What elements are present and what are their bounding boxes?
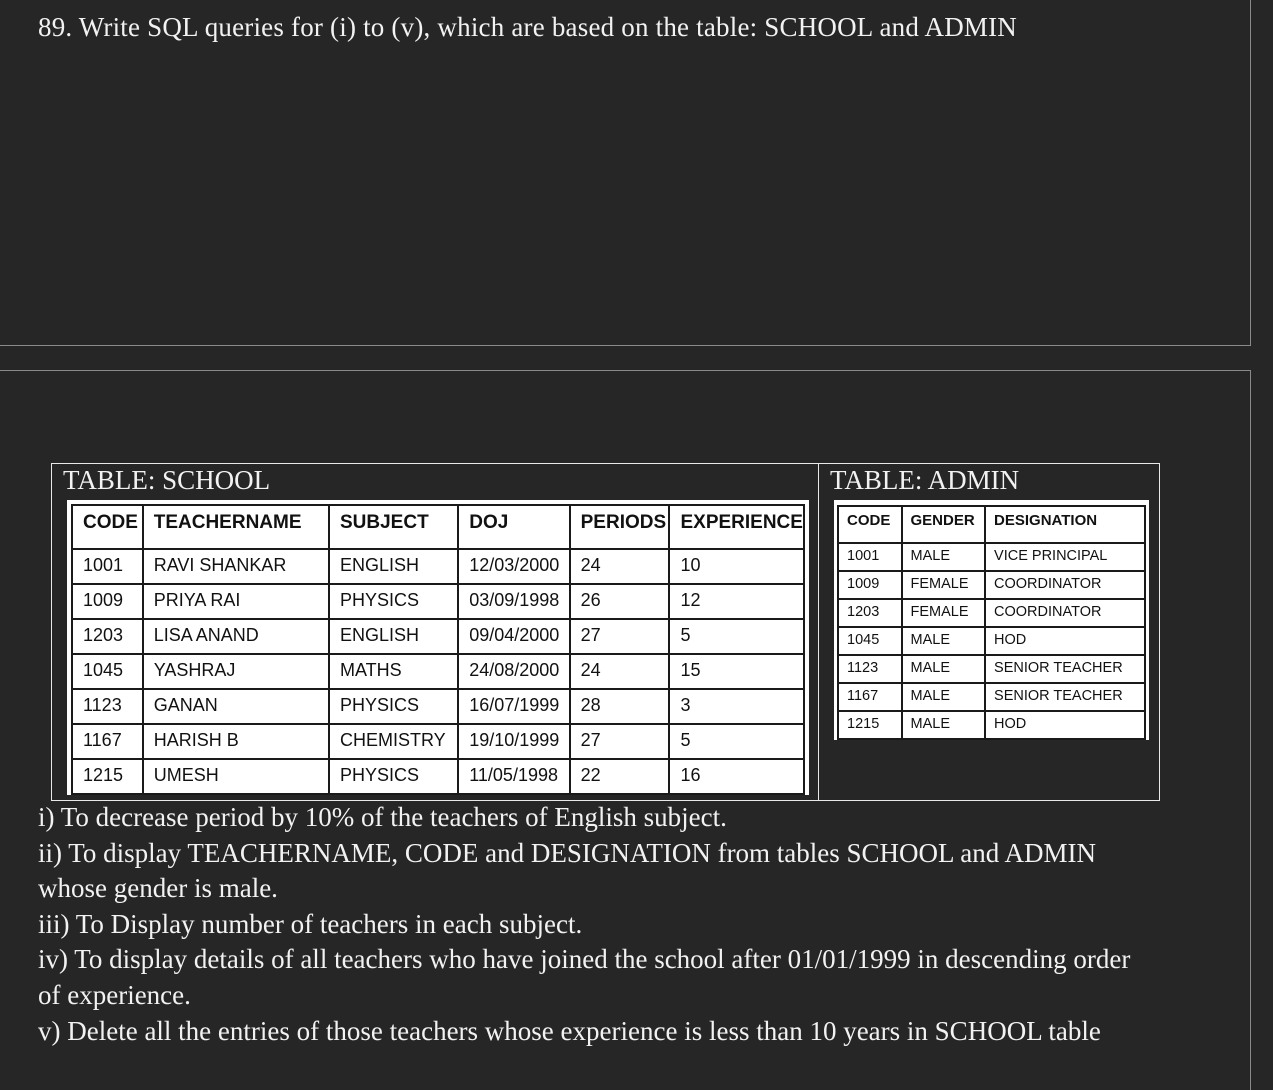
cell-subject: PHYSICS [329, 689, 458, 724]
cell-periods: 28 [570, 689, 670, 724]
cell-gender: MALE [902, 711, 986, 739]
cell-code: 1215 [838, 711, 902, 739]
cell-code: 1215 [72, 759, 143, 794]
table-row [72, 584, 804, 619]
cell-periods: 22 [570, 759, 670, 794]
cell-designation: VICE PRINCIPAL [985, 543, 1145, 571]
table-row [838, 571, 1145, 599]
table-row [838, 683, 1145, 711]
cell-designation: COORDINATOR [985, 599, 1145, 627]
column-header-code: CODE [72, 505, 143, 549]
question-panel [0, 0, 1251, 346]
cell-gender: MALE [902, 655, 986, 683]
cell-teachername: YASHRAJ [143, 654, 329, 689]
column-header-teachername: TEACHERNAME [143, 505, 329, 549]
cell-designation: SENIOR TEACHER [985, 655, 1145, 683]
cell-code: 1045 [838, 627, 902, 655]
column-header-designation: DESIGNATION [985, 506, 1145, 543]
sub-question-iii: iii) To Display number of teachers in each subject. [38, 908, 583, 939]
school-table-caption: TABLE: SCHOOL [63, 465, 271, 495]
cell-periods: 27 [570, 619, 670, 654]
column-header-subject: SUBJECT [329, 505, 458, 549]
cell-designation: COORDINATOR [985, 571, 1145, 599]
sub-question-ii: ii) To display TEACHERNAME, CODE and DESIGNATION from tables SCHOOL and ADMIN whose gender is male. [38, 837, 1097, 904]
tables-divider [818, 463, 819, 801]
sub-questions-list [38, 800, 1158, 1049]
cell-code: 1167 [838, 683, 902, 711]
table-header-row [72, 505, 804, 549]
cell-experience: 12 [669, 584, 804, 619]
table-row [838, 627, 1145, 655]
cell-subject: PHYSICS [329, 584, 458, 619]
cell-experience: 3 [669, 689, 804, 724]
cell-teachername: HARISH B [143, 724, 329, 759]
table-row [838, 655, 1145, 683]
cell-teachername: LISA ANAND [143, 619, 329, 654]
cell-code: 1123 [72, 689, 143, 724]
table-row [72, 619, 804, 654]
column-header-doj: DOJ [458, 505, 569, 549]
question-title: 89. Write SQL queries for (i) to (v), which are based on the table: SCHOOL and ADMIN [38, 12, 1017, 42]
cell-designation: HOD [985, 711, 1145, 739]
cell-experience: 10 [669, 549, 804, 584]
cell-doj: 03/09/1998 [458, 584, 569, 619]
cell-code: 1009 [838, 571, 902, 599]
column-header-code: CODE [838, 506, 902, 543]
cell-doj: 11/05/1998 [458, 759, 569, 794]
admin-table [837, 505, 1146, 740]
school-table-image [67, 500, 809, 795]
cell-code: 1203 [72, 619, 143, 654]
table-row [72, 549, 804, 584]
sub-question-iv: iv) To display details of all teachers who have joined the school after 01/01/1999 in descending order of experience. [38, 944, 1131, 1010]
column-header-gender: GENDER [902, 506, 986, 543]
cell-gender: MALE [902, 627, 986, 655]
cell-subject: ENGLISH [329, 549, 458, 584]
sub-question-v: v) Delete all the entries of those teachers whose experience is less than 10 years in SCHOOL table [38, 1015, 1101, 1046]
cell-doj: 16/07/1999 [458, 689, 569, 724]
cell-doj: 19/10/1999 [458, 724, 569, 759]
table-row [72, 654, 804, 689]
cell-doj: 09/04/2000 [458, 619, 569, 654]
cell-code: 1045 [72, 654, 143, 689]
cell-periods: 24 [570, 549, 670, 584]
cell-experience: 5 [669, 724, 804, 759]
cell-gender: MALE [902, 683, 986, 711]
table-row [838, 711, 1145, 739]
school-table [71, 504, 805, 795]
cell-teachername: GANAN [143, 689, 329, 724]
table-row [72, 724, 804, 759]
table-row [72, 689, 804, 724]
cell-code: 1123 [838, 655, 902, 683]
cell-subject: MATHS [329, 654, 458, 689]
cell-experience: 5 [669, 619, 804, 654]
cell-code: 1009 [72, 584, 143, 619]
cell-designation: HOD [985, 627, 1145, 655]
table-row [72, 759, 804, 794]
cell-code: 1001 [72, 549, 143, 584]
cell-experience: 16 [669, 759, 804, 794]
cell-teachername: UMESH [143, 759, 329, 794]
cell-subject: CHEMISTRY [329, 724, 458, 759]
cell-experience: 15 [669, 654, 804, 689]
cell-gender: MALE [902, 543, 986, 571]
cell-gender: FEMALE [902, 599, 986, 627]
cell-code: 1203 [838, 599, 902, 627]
sub-question-i: i) To decrease period by 10% of the teachers of English subject. [38, 802, 727, 832]
cell-doj: 12/03/2000 [458, 549, 569, 584]
cell-subject: PHYSICS [329, 759, 458, 794]
table-row [838, 599, 1145, 627]
admin-table-image [834, 500, 1149, 740]
cell-periods: 24 [570, 654, 670, 689]
admin-table-caption: TABLE: ADMIN [830, 465, 1020, 495]
cell-designation: SENIOR TEACHER [985, 683, 1145, 711]
cell-periods: 27 [570, 724, 670, 759]
cell-teachername: PRIYA RAI [143, 584, 329, 619]
cell-code: 1167 [72, 724, 143, 759]
cell-subject: ENGLISH [329, 619, 458, 654]
cell-teachername: RAVI SHANKAR [143, 549, 329, 584]
cell-doj: 24/08/2000 [458, 654, 569, 689]
table-row [838, 543, 1145, 571]
cell-gender: FEMALE [902, 571, 986, 599]
table-header-row [838, 506, 1145, 543]
column-header-experience: EXPERIENCE [669, 505, 804, 549]
cell-code: 1001 [838, 543, 902, 571]
column-header-periods: PERIODS [570, 505, 670, 549]
cell-periods: 26 [570, 584, 670, 619]
